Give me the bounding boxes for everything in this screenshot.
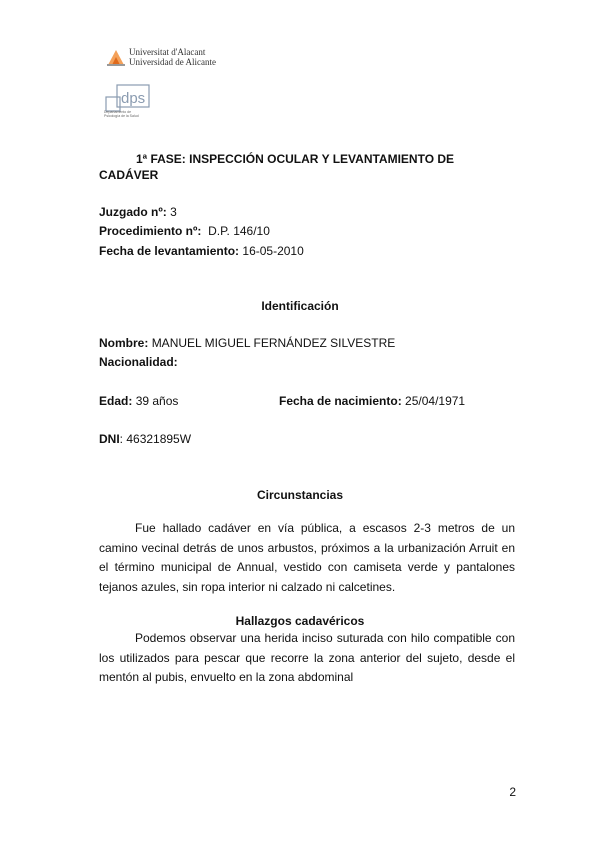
juzgado-value: 3	[170, 205, 177, 219]
fecha-nacimiento-label: Fecha de nacimiento:	[279, 394, 402, 408]
fecha-nacimiento-row	[279, 394, 465, 408]
edad-row	[99, 394, 178, 408]
department-abbr: dps	[121, 90, 146, 107]
department-name	[104, 110, 164, 118]
university-emblem-icon	[107, 48, 125, 66]
nacionalidad-label: Nacionalidad:	[99, 355, 178, 369]
university-name-spanish: Universidad de Alicante	[129, 57, 216, 67]
circunstancias-paragraph: Fue hallado cadáver en vía pública, a escasos 2-3 metros de un camino vecinal detrás de unos arbustos, próximos a la urbanización Arruit en el término municipal de Annual, vestido con camiseta verde y pantalones tejanos azules, sin ropa interior ni calzado ni calcetines.	[99, 521, 515, 594]
document-title-line2: CADÁVER	[99, 168, 159, 182]
university-name-valencian: Universitat d'Alacant	[129, 47, 206, 57]
fecha-nacimiento-value: 25/04/1971	[405, 394, 466, 408]
edad-label: Edad:	[99, 394, 133, 408]
dni-label: DNI	[99, 432, 120, 446]
circunstancias-heading: Circunstancias	[256, 488, 344, 502]
juzgado-row	[99, 205, 177, 219]
hallazgos-heading: Hallazgos cadavéricos	[235, 614, 365, 628]
procedimiento-label: Procedimiento nº:	[99, 224, 202, 238]
university-logo	[107, 47, 216, 67]
procedimiento-row	[99, 224, 270, 238]
dni-row	[99, 432, 191, 446]
nombre-label: Nombre:	[99, 336, 149, 350]
nombre-value: MANUEL MIGUEL FERNÁNDEZ SILVESTRE	[151, 336, 396, 350]
page-number: 2	[509, 785, 516, 799]
identificacion-heading: Identificación	[261, 299, 339, 313]
fecha-levantamiento-value: 16-05-2010	[242, 244, 304, 258]
department-name-line2: Psicología de la Salud	[104, 114, 139, 118]
procedimiento-value: D.P. 146/10	[208, 224, 270, 238]
hallazgos-paragraph: Podemos observar una herida inciso suturada con hilo compatible con los utilizados para pescar que recorre la zona anterior del sujeto, desde el mentón al pubis, envuelto en la zona abdominal	[99, 631, 515, 684]
fecha-levantamiento-row	[99, 244, 304, 258]
document-title-line1: 1ª FASE: INSPECCIÓN OCULAR Y LEVANTAMIENTO DE	[136, 152, 455, 166]
nombre-row	[99, 336, 395, 350]
fecha-levantamiento-label: Fecha de levantamiento:	[99, 244, 240, 258]
department-name-line1: Departamento de	[104, 110, 132, 114]
dni-value: : 46321895W	[119, 432, 192, 446]
juzgado-label: Juzgado nº:	[99, 205, 167, 219]
edad-value: 39 años	[135, 394, 179, 408]
